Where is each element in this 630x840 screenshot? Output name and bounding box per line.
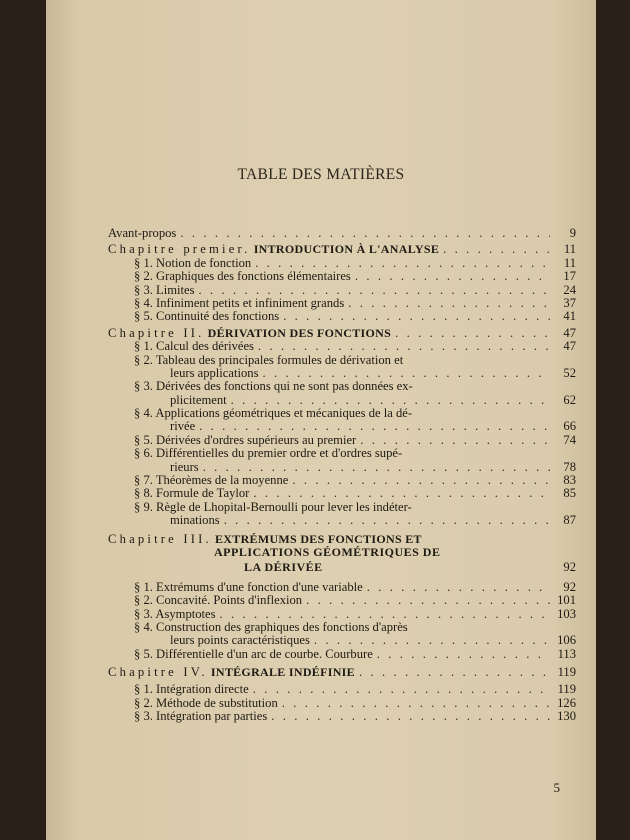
toc-section xyxy=(108,354,576,367)
dot-leader xyxy=(314,634,550,647)
section-number: § 2. xyxy=(134,593,153,608)
toc-section xyxy=(108,257,576,270)
toc-section-continued xyxy=(108,461,576,474)
toc-section xyxy=(108,501,576,514)
dot-leader xyxy=(271,710,550,723)
chapter-title-line xyxy=(108,561,576,574)
dot-leader xyxy=(282,697,550,710)
toc-section xyxy=(108,474,576,487)
page-number: 5 xyxy=(553,780,560,795)
chapter-number: Chapitre premier. xyxy=(108,242,251,257)
entry-page: 101 xyxy=(557,593,576,608)
dot-leader xyxy=(348,297,550,310)
book-page xyxy=(46,0,596,840)
section-number: § 3. xyxy=(134,606,153,621)
section-title: Théorèmes de la moyenne xyxy=(155,473,289,488)
entry-page: 119 xyxy=(557,665,576,680)
section-number: § 3. xyxy=(134,709,153,724)
section-title: Applications géométriques et mécaniques de la dé- xyxy=(155,406,413,421)
section-title: Différentielles du premier ordre et d'ordres supé- xyxy=(156,446,403,461)
section-number: § 2. xyxy=(134,352,153,367)
dot-leader xyxy=(199,420,550,433)
toc-section-continued xyxy=(108,634,576,647)
dot-leader xyxy=(253,683,550,696)
section-title: Intégration directe xyxy=(156,682,249,697)
chapter-title: APPLICATIONS GÉOMÉTRIQUES DE xyxy=(214,544,441,559)
chapter-title: INTÉGRALE INDÉFINIE xyxy=(210,665,355,680)
entry-page: 87 xyxy=(563,513,576,528)
entry-page: 92 xyxy=(563,579,576,594)
section-number: § 9. xyxy=(134,499,153,514)
toc-section xyxy=(108,487,576,500)
entry-page: 103 xyxy=(557,606,576,621)
toc-section xyxy=(108,594,576,607)
toc-section xyxy=(108,697,576,710)
section-number: § 2. xyxy=(134,695,153,710)
section-number: § 1. xyxy=(134,682,153,697)
entry-page: 11 xyxy=(563,255,576,270)
toc-section xyxy=(108,684,576,697)
chapter-title: DÉRIVATION DES FONCTIONS xyxy=(207,325,392,340)
dot-leader xyxy=(231,394,550,407)
chapter-title-line xyxy=(108,546,576,559)
section-title: Asymptotes xyxy=(155,606,216,621)
section-title-continued: leurs applications xyxy=(170,365,259,380)
dot-leader xyxy=(253,487,550,500)
section-number: § 4. xyxy=(134,619,153,634)
section-number: § 3. xyxy=(134,282,153,297)
toc-section xyxy=(108,310,576,323)
section-number: § 3. xyxy=(134,379,153,394)
entry-page: 74 xyxy=(563,432,576,447)
dot-leader xyxy=(220,608,550,621)
chapter-number: Chapitre IV. xyxy=(108,665,208,680)
section-title-continued: rivée xyxy=(170,419,196,434)
section-title: Continuité des fonctions xyxy=(156,309,280,324)
entry-page: 130 xyxy=(557,709,576,724)
entry-label: Avant-propos xyxy=(108,225,177,240)
entry-page: 41 xyxy=(563,309,576,324)
dot-leader xyxy=(395,327,550,340)
section-number: § 5. xyxy=(134,309,153,324)
toc-section xyxy=(108,380,576,393)
chapter-number: Chapitre II. xyxy=(108,325,205,340)
entry-page: 119 xyxy=(557,682,576,697)
dot-leader xyxy=(262,367,550,380)
toc-section xyxy=(108,447,576,460)
chapter-heading xyxy=(108,666,576,679)
dot-leader xyxy=(258,340,550,353)
section-number: § 1. xyxy=(134,579,153,594)
table-of-contents xyxy=(108,227,576,724)
chapter-number: Chapitre III. xyxy=(108,531,212,546)
toc-section xyxy=(108,407,576,420)
toc-section xyxy=(108,340,576,353)
section-number: § 4. xyxy=(134,295,153,310)
chapter-heading xyxy=(108,533,576,546)
entry-page: 113 xyxy=(557,646,576,661)
section-title-continued: rieurs xyxy=(170,459,199,474)
chapter-title: LA DÉRIVÉE xyxy=(244,560,323,575)
section-number: § 1. xyxy=(134,339,153,354)
toc-section xyxy=(108,270,576,283)
toc-section-continued xyxy=(108,367,576,380)
section-title: Méthode de substitution xyxy=(156,695,278,710)
section-title: Tableau des principales formules de dérivation et xyxy=(155,352,404,367)
chapter-title: INTRODUCTION À L'ANALYSE xyxy=(253,242,440,257)
dot-leader xyxy=(443,243,550,256)
dot-leader xyxy=(360,434,550,447)
chapter-heading xyxy=(108,243,576,256)
entry-page: 37 xyxy=(563,295,576,310)
toc-section-continued xyxy=(108,420,576,433)
dot-leader xyxy=(292,474,550,487)
entry-page: 47 xyxy=(563,339,576,354)
section-title: Graphiques des fonctions élémentaires xyxy=(156,269,351,284)
dot-leader xyxy=(180,227,550,240)
dot-leader xyxy=(203,461,550,474)
section-number: § 8. xyxy=(134,486,153,501)
section-number: § 4. xyxy=(134,406,153,421)
dot-leader xyxy=(283,310,550,323)
dot-leader xyxy=(306,594,550,607)
entry-page: 78 xyxy=(563,459,576,474)
section-title: Dérivées d'ordres supérieurs au premier xyxy=(156,432,357,447)
toc-section-continued xyxy=(108,394,576,407)
entry-page: 66 xyxy=(563,419,576,434)
section-title: Intégration par parties xyxy=(156,709,268,724)
toc-section xyxy=(108,621,576,634)
section-title: Concavité. Points d'inflexion xyxy=(156,593,303,608)
chapter-heading xyxy=(108,327,576,340)
section-title: Dérivées des fonctions qui ne sont pas données ex- xyxy=(156,379,413,394)
toc-section xyxy=(108,434,576,447)
toc-section xyxy=(108,284,576,297)
section-number: § 7. xyxy=(134,473,153,488)
page-title: TABLE DES MATIÈRES xyxy=(237,166,405,183)
entry-page: 47 xyxy=(563,325,576,340)
entry-page: 92 xyxy=(563,560,576,575)
toc-entry-avant-propos xyxy=(108,227,576,240)
toc-section xyxy=(108,297,576,310)
dot-leader xyxy=(224,514,550,527)
section-title: Notion de fonction xyxy=(156,255,252,270)
toc-section-continued xyxy=(108,514,576,527)
entry-page: 24 xyxy=(563,282,576,297)
section-title: Différentielle d'un arc de courbe. Courbure xyxy=(156,646,373,661)
section-title: Infiniment petits et infiniment grands xyxy=(156,295,345,310)
section-number: § 5. xyxy=(134,646,153,661)
entry-page: 83 xyxy=(563,473,576,488)
section-title: Limites xyxy=(156,282,195,297)
section-number: § 6. xyxy=(134,446,153,461)
entry-page: 52 xyxy=(563,365,576,380)
toc-section xyxy=(108,710,576,723)
entry-page: 62 xyxy=(563,392,576,407)
entry-page: 17 xyxy=(563,269,576,284)
dot-leader xyxy=(377,648,550,661)
section-title: Formule de Taylor xyxy=(156,486,250,501)
section-title: Extrémums d'une fonction d'une variable xyxy=(156,579,363,594)
entry-page: 9 xyxy=(569,225,576,240)
dot-leader xyxy=(255,257,550,270)
entry-page: 11 xyxy=(563,242,576,257)
dot-leader xyxy=(367,581,550,594)
section-number: § 5. xyxy=(134,432,153,447)
toc-section xyxy=(108,608,576,621)
section-title-continued: plicitement xyxy=(170,392,227,407)
toc-section xyxy=(108,648,576,661)
dot-leader xyxy=(359,666,550,679)
toc-section xyxy=(108,581,576,594)
section-number: § 1. xyxy=(134,255,153,270)
section-title-continued: leurs points caractéristiques xyxy=(170,633,310,648)
entry-page: 85 xyxy=(563,486,576,501)
section-title-continued: minations xyxy=(170,513,220,528)
entry-page: 126 xyxy=(557,695,576,710)
dot-leader xyxy=(355,270,550,283)
section-number: § 2. xyxy=(134,269,153,284)
section-title: Règle de Lhopital-Bernoulli pour lever les indéter- xyxy=(156,499,412,514)
entry-page: 106 xyxy=(557,633,576,648)
section-title: Construction des graphiques des fonctions d'après xyxy=(156,619,408,634)
dot-leader xyxy=(199,284,550,297)
chapter-title: EXTRÉMUMS DES FONCTIONS ET xyxy=(215,531,422,546)
section-title: Calcul des dérivées xyxy=(156,339,254,354)
